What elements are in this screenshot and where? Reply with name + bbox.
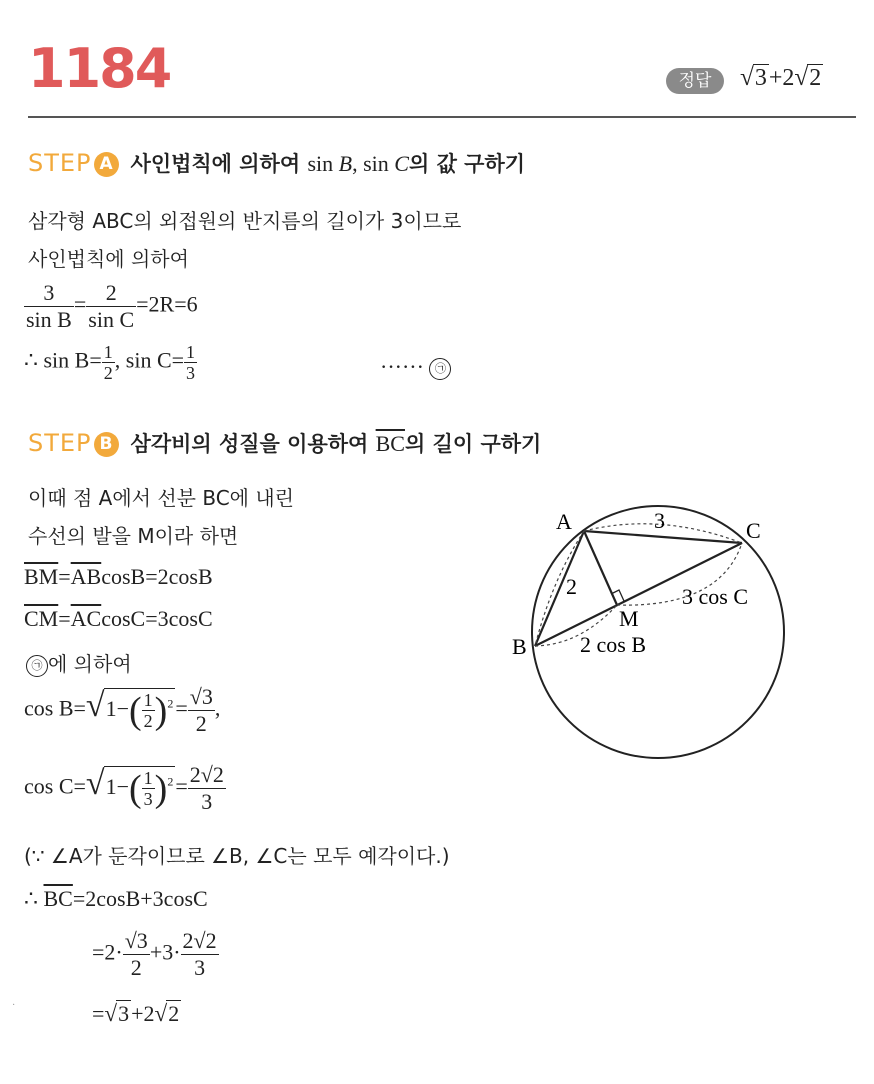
- equation-reference-a: ······ ㉠: [380, 354, 451, 380]
- problem-number: 1184: [28, 37, 171, 100]
- sine-values-equation: ∴ sin B= $\frac{1}{2}$ , sin C= $\frac{1}{3}$: [24, 342, 196, 383]
- step-b-line-1: 이때 점 A에서 선분 BC에 내린: [28, 486, 295, 510]
- label-b: B: [512, 634, 527, 659]
- header-rule: [28, 116, 856, 118]
- final-line-3: =√3+2√2: [92, 1000, 180, 1026]
- step-b-line-2: 수선의 발을 M이라 하면: [28, 524, 239, 548]
- bm-equation: $\overline{BM}=\overline{AB}\cos B=2\cos B$: [24, 564, 213, 589]
- step-b-word: STEP: [28, 429, 92, 457]
- length-ab: 2: [566, 574, 577, 599]
- triangle-circle-diagram: [500, 500, 800, 760]
- final-line-2: =2· $\frac{√3}{2}$ +3· $\frac{2√2}{3}$: [92, 928, 217, 980]
- step-b-title: 삼각비의 성질을 이용하여 $\overline{BC}$의 길이 구하기: [130, 431, 542, 456]
- answer-value: √3+2√2: [740, 64, 822, 91]
- label-c: C: [746, 518, 761, 543]
- length-bm: 2 cos B: [580, 632, 646, 657]
- step-b-letter-badge: B: [94, 432, 119, 457]
- step-a-title: 사인법칙에 의하여 sin B, sin C의 값 구하기: [130, 151, 526, 176]
- by-reference-line: ㉠ 에 의하여: [26, 648, 132, 677]
- circumcircle: [532, 506, 784, 758]
- step-a-line-1: 삼각형 ABC의 외접원의 반지름의 길이가 3이므로: [28, 209, 462, 233]
- step-a-line-2: 사인법칙에 의하여: [28, 247, 189, 271]
- label-m: M: [619, 606, 639, 631]
- reference-mark-giyeok: ㉠: [26, 655, 48, 677]
- step-a-word: STEP: [28, 149, 92, 177]
- length-cm: 3 cos C: [682, 584, 748, 609]
- cosb-equation: cos B=√1−( $\frac{1}{2}$ )$^2$= $\frac{√3}{2}$ ,: [24, 684, 221, 736]
- step-a-letter-badge: A: [94, 152, 119, 177]
- step-a-heading: [28, 148, 525, 178]
- step-b-heading: [28, 428, 541, 458]
- answer-badge: 정답: [666, 68, 724, 94]
- reference-mark-giyeok: ㉠: [429, 358, 451, 380]
- because-note: (∵ ∠A가 둔각이므로 ∠B, ∠C는 모두 예각이다.): [24, 844, 450, 868]
- label-a: A: [556, 509, 572, 534]
- length-ac: 3: [654, 508, 665, 533]
- scan-speck: ·: [12, 1000, 16, 1011]
- cosc-equation: cos C=√1−( $\frac{1}{3}$ )$^2$= $\frac{2√2}{3}$: [24, 762, 224, 814]
- law-of-sines-equation: $\frac{3}{\text{sin B}}$ = $\frac{2}{\text{sin C}}$ =2R=6: [26, 280, 198, 332]
- final-line-1: ∴ $\overline{BC}=2\cos B+3\cos C$: [24, 886, 208, 911]
- cm-equation: $\overline{CM}=\overline{AC}\cos C=3\cos C$: [24, 606, 213, 631]
